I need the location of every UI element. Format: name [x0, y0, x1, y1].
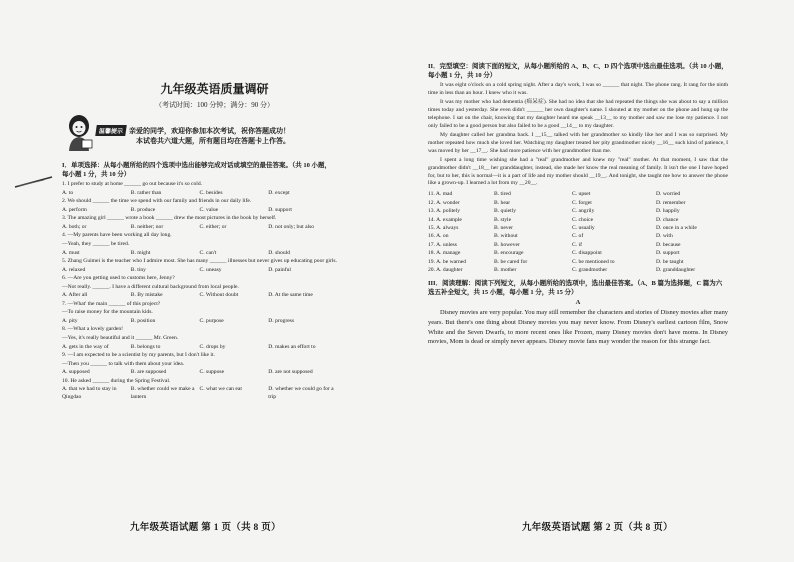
choice-cell: C. grandmother	[572, 266, 608, 273]
question-reply: —Then you ______ to talk with them about your idea.	[62, 360, 185, 367]
page-1-footer: 九年级英语试题 第 1 页（共 8 页）	[130, 523, 281, 533]
question-item	[62, 258, 337, 274]
cloze-paragraph: It was eight o'clock on a cold spring night. After a day's work, I was so ______ that night. The phone rang. It rang for the ninth time in less than an hour. I knew who it was.	[428, 82, 728, 97]
choice-cell: D. be taught	[656, 258, 684, 265]
choice-cell: D. worried	[656, 191, 681, 198]
choice-cell: D. with	[656, 233, 673, 240]
question-stem: 2. We should ______ the time we spend with our family and friends in our daily life.	[62, 198, 252, 205]
cloze-paragraph: I spent a long time wishing she had a "real" grandmother and knew my "real" mother. At that moment, I saw that the grandmother didn't __18__ her granddaughter, instead, she made her know the real meaning of family. It isn't the one I have hoped for, but to her, this is normal—it is a part of life and my mother should __19__. And tonight, she taught me how to answer the phone like a grown-up. I learned a lot from my __20__.	[428, 156, 728, 187]
question-item	[62, 232, 337, 257]
choice-cell: C. angrily	[572, 208, 595, 215]
question-item	[62, 181, 337, 197]
page-1	[62, 60, 337, 510]
option-row	[62, 369, 337, 377]
option: A. supposed	[62, 369, 90, 376]
option: B. belongs to	[130, 343, 161, 350]
choice-cell: C. usually	[572, 224, 595, 231]
question-item	[62, 352, 337, 377]
option-row	[62, 292, 337, 300]
option: A. that we had to stay in Qingdao	[62, 386, 117, 400]
choice-cell: D. remember	[656, 199, 686, 206]
cloze-paragraph: My daughter called her grandma back. I __15__ talked with her grandmother so kindly like her and I was so surprised. My mother repeated how much she loved her. Watching my daughter treated her pity grandmother nicely __16__ such kind of patience, I was moved by her __17__. She had more patience with her grandmother than me.	[428, 131, 728, 154]
choice-cell: B. however	[494, 241, 520, 248]
choice-cell: 18. A. manage	[428, 250, 461, 257]
option-row	[62, 207, 337, 215]
choice-cell: C. if	[572, 241, 582, 248]
choice-cell: B. style	[494, 216, 512, 223]
page-2	[428, 60, 728, 510]
option: B. might	[130, 249, 151, 256]
choice-cell: C. choice	[572, 216, 594, 223]
section-3-title: III．阅读理解：阅读下列短文，从每小题所给的选项中，选出最佳答案。（A、B 篇为选择题，C 篇为六选五补全短文，共 15 小题，每小题 1 分，共 15 分）	[428, 280, 723, 297]
question-stem: 6. —Are you getting used to customs here, Jenny?	[62, 275, 175, 282]
option: C. Without doubt	[199, 292, 239, 299]
option: C. besides	[199, 189, 223, 196]
cloze-choices	[428, 190, 728, 274]
question-reply: —Yeah, they ______ be tired.	[62, 241, 130, 248]
exam-title: 九年级英语质量调研	[160, 82, 269, 96]
option-row	[62, 224, 337, 232]
option: B. neither; nor	[130, 223, 164, 230]
choice-cell: C. be mentioned to	[572, 258, 615, 265]
choice-cell: B. hear	[494, 199, 511, 206]
choice-cell: 12. A. wonder	[428, 199, 460, 206]
option: C. suppose	[199, 369, 225, 376]
choice-cell: D. granddaughter	[656, 266, 696, 273]
option: B. whether could we make a lantern	[130, 386, 195, 400]
option: A. both; or	[62, 223, 87, 230]
option: D. progress	[268, 317, 295, 324]
question-stem: 5. Zhang Guimei is the teacher who I admire most. She has many ______ illnesses but never gives up educating poor girls.	[62, 258, 337, 265]
option: C. purpose	[199, 317, 224, 324]
greeting-block	[62, 113, 337, 153]
question-stem: 9. —I am expected to be a scientist by my parents, but I don't like it.	[62, 352, 215, 359]
choice-cell: D. once in a while	[656, 224, 697, 231]
question-item	[62, 275, 337, 300]
option-row	[62, 190, 337, 198]
greeting-line-2: 本试卷共六道大题，所有题目均在答题卡上作答。	[136, 137, 290, 145]
option: B. tiny	[130, 266, 146, 273]
option: A. to	[62, 189, 74, 196]
choice-cell: D. because	[656, 241, 681, 248]
question-item	[62, 215, 337, 231]
exam-info: （考试时间：100 分钟；满分：90 分）	[155, 101, 274, 109]
option: A. perform	[62, 206, 87, 213]
option: B. By mistake	[130, 292, 163, 299]
option: B. are supposed	[130, 369, 167, 376]
section-1-title: I．单项选择：从每小题所给的四个选项中选出能够完成对话或填空的最佳答案。（共 10 小题，每小题 1 分，共 10 分）	[62, 162, 332, 179]
option: C. can't	[199, 249, 217, 256]
question-item	[62, 378, 337, 402]
tip-badge: 温馨提示	[95, 125, 127, 136]
passage-a-text: Disney movies are very popular. You may still remember the characters and stories of Disney movies after many years. But there's one thing about Disney movies you may never know. From Disney's earliest cartoon film, Snow White and the Seven Dwarfs, to more recent ones like Frozen, many Disney movies don't have moms. In Disney movies, Mom is dead or simply never appears. Disney movie fans may wonder the reason for this strange fact.	[428, 309, 728, 346]
choice-cell: 14. A. example	[428, 216, 462, 223]
option: D. whether we could go for a trip	[268, 386, 334, 400]
choice-cell: C. upset	[572, 191, 591, 198]
choice-cell: B. tired	[494, 191, 511, 198]
option: C. uneasy	[199, 266, 222, 273]
choice-cell: 11. A. mad	[428, 191, 453, 198]
option: A. relaxed	[62, 266, 86, 273]
choice-cell: D. happily	[656, 208, 680, 215]
option: C. value	[199, 206, 219, 213]
choice-cell: D. support	[656, 250, 680, 257]
choice-cell: 16. A. on	[428, 233, 449, 240]
option: A. gets in the way of	[62, 343, 109, 350]
student-mascot-icon	[62, 113, 96, 153]
passage-a-heading: A	[575, 299, 581, 307]
choice-cell: 15. A. always	[428, 224, 459, 231]
choice-cell: 20. A. daughter	[428, 266, 463, 273]
question-reply: —Yes, it's really beautiful and it ______ Mr. Green.	[62, 335, 179, 342]
question-stem: 3. The amazing girl ______ wrote a book ______ drew the most pictures in the book by herself.	[62, 215, 277, 222]
choice-cell: B. mother	[494, 266, 517, 273]
question-item	[62, 326, 337, 351]
option: A. must	[62, 249, 80, 256]
question-stem: 8. —What a lovely garden!	[62, 326, 124, 333]
option: B. rather than	[130, 189, 162, 196]
option: C. drops by	[199, 343, 226, 350]
question-stem: 10. He asked ______ during the Spring Festival.	[62, 377, 171, 384]
option: C. either; or	[199, 223, 227, 230]
option: D. except	[268, 189, 290, 196]
option: D. support	[268, 206, 292, 213]
option: C. what we can eat	[199, 386, 242, 393]
page-2-footer: 九年级英语试题 第 2 页（共 8 页）	[522, 523, 673, 533]
option: A. pity	[62, 317, 78, 324]
pen-mark-icon	[14, 175, 54, 189]
welcome-tip	[96, 125, 290, 146]
choice-cell: C. of	[572, 233, 584, 240]
choice-cell: B. quietly	[494, 208, 517, 215]
question-stem: 1. I prefer to study at home ______ go out because it's so cold.	[62, 181, 203, 188]
option: D. makes an effort to	[268, 343, 316, 350]
cloze-paragraph: It was my mother who had dementia (痴呆症). She had no idea that she had repeated the things she was about to say a million times today and yesterday. She even didn't ______ her own daughter's name. I shouted at my mother on the phone and hung up the telephone. I sat on the chair, knowing that my daughter heard me speak __13__ to my mother and saw me lose my patience. I not only failed to be a good person but also failed to be a good __14__ to my daughter.	[428, 99, 728, 129]
option-row	[62, 344, 337, 352]
question-item	[62, 198, 337, 214]
option: B. produce	[130, 206, 156, 213]
choice-cell: B. never	[494, 224, 513, 231]
choice-cell: 13. A. politely	[428, 208, 461, 215]
question-reply: —To raise money for the mountain kids.	[62, 309, 153, 316]
option: D. painful	[268, 266, 291, 273]
greeting-line-1: 亲爱的同学，欢迎你参加本次考试，祝你答题成功！	[129, 127, 291, 135]
option: A. After all	[62, 292, 88, 299]
option-row	[62, 267, 337, 275]
cloze-passage	[428, 82, 728, 188]
choice-cell: 17. A. unless	[428, 241, 457, 248]
option: D. At the same time	[268, 292, 313, 299]
option-row	[62, 386, 337, 401]
section-2-title: II．完型填空：阅读下面的短文，从每小题所给的 A、B、C、D 四个选项中选出最佳选项。（共 10 小题，每小题 1 分，共 10 分）	[428, 63, 728, 80]
option: D. are not supposed	[268, 369, 313, 376]
option-row	[62, 250, 337, 258]
choice-cell: 19. A. be warned	[428, 258, 467, 265]
question-item	[62, 301, 337, 326]
choice-cell: D. chance	[656, 216, 679, 223]
question-list	[62, 181, 337, 401]
choice-cell: B. be cared for	[494, 258, 528, 265]
option-row	[62, 318, 337, 326]
choice-cell: B. without	[494, 233, 518, 240]
option: D. not only; but also	[268, 223, 315, 230]
choice-cell: B. encourage	[494, 250, 524, 257]
option: D. should	[268, 249, 291, 256]
question-reply: —Not really. ______. I have a different cultural background from local people.	[62, 283, 239, 290]
question-stem: 7. —What' the main ______ of this project?	[62, 300, 161, 307]
choice-cell: C. disappoint	[572, 250, 602, 257]
choice-cell: C. forget	[572, 199, 592, 206]
option: B. position	[130, 317, 156, 324]
question-stem: 4. —My parents have been working all day long.	[62, 232, 172, 239]
